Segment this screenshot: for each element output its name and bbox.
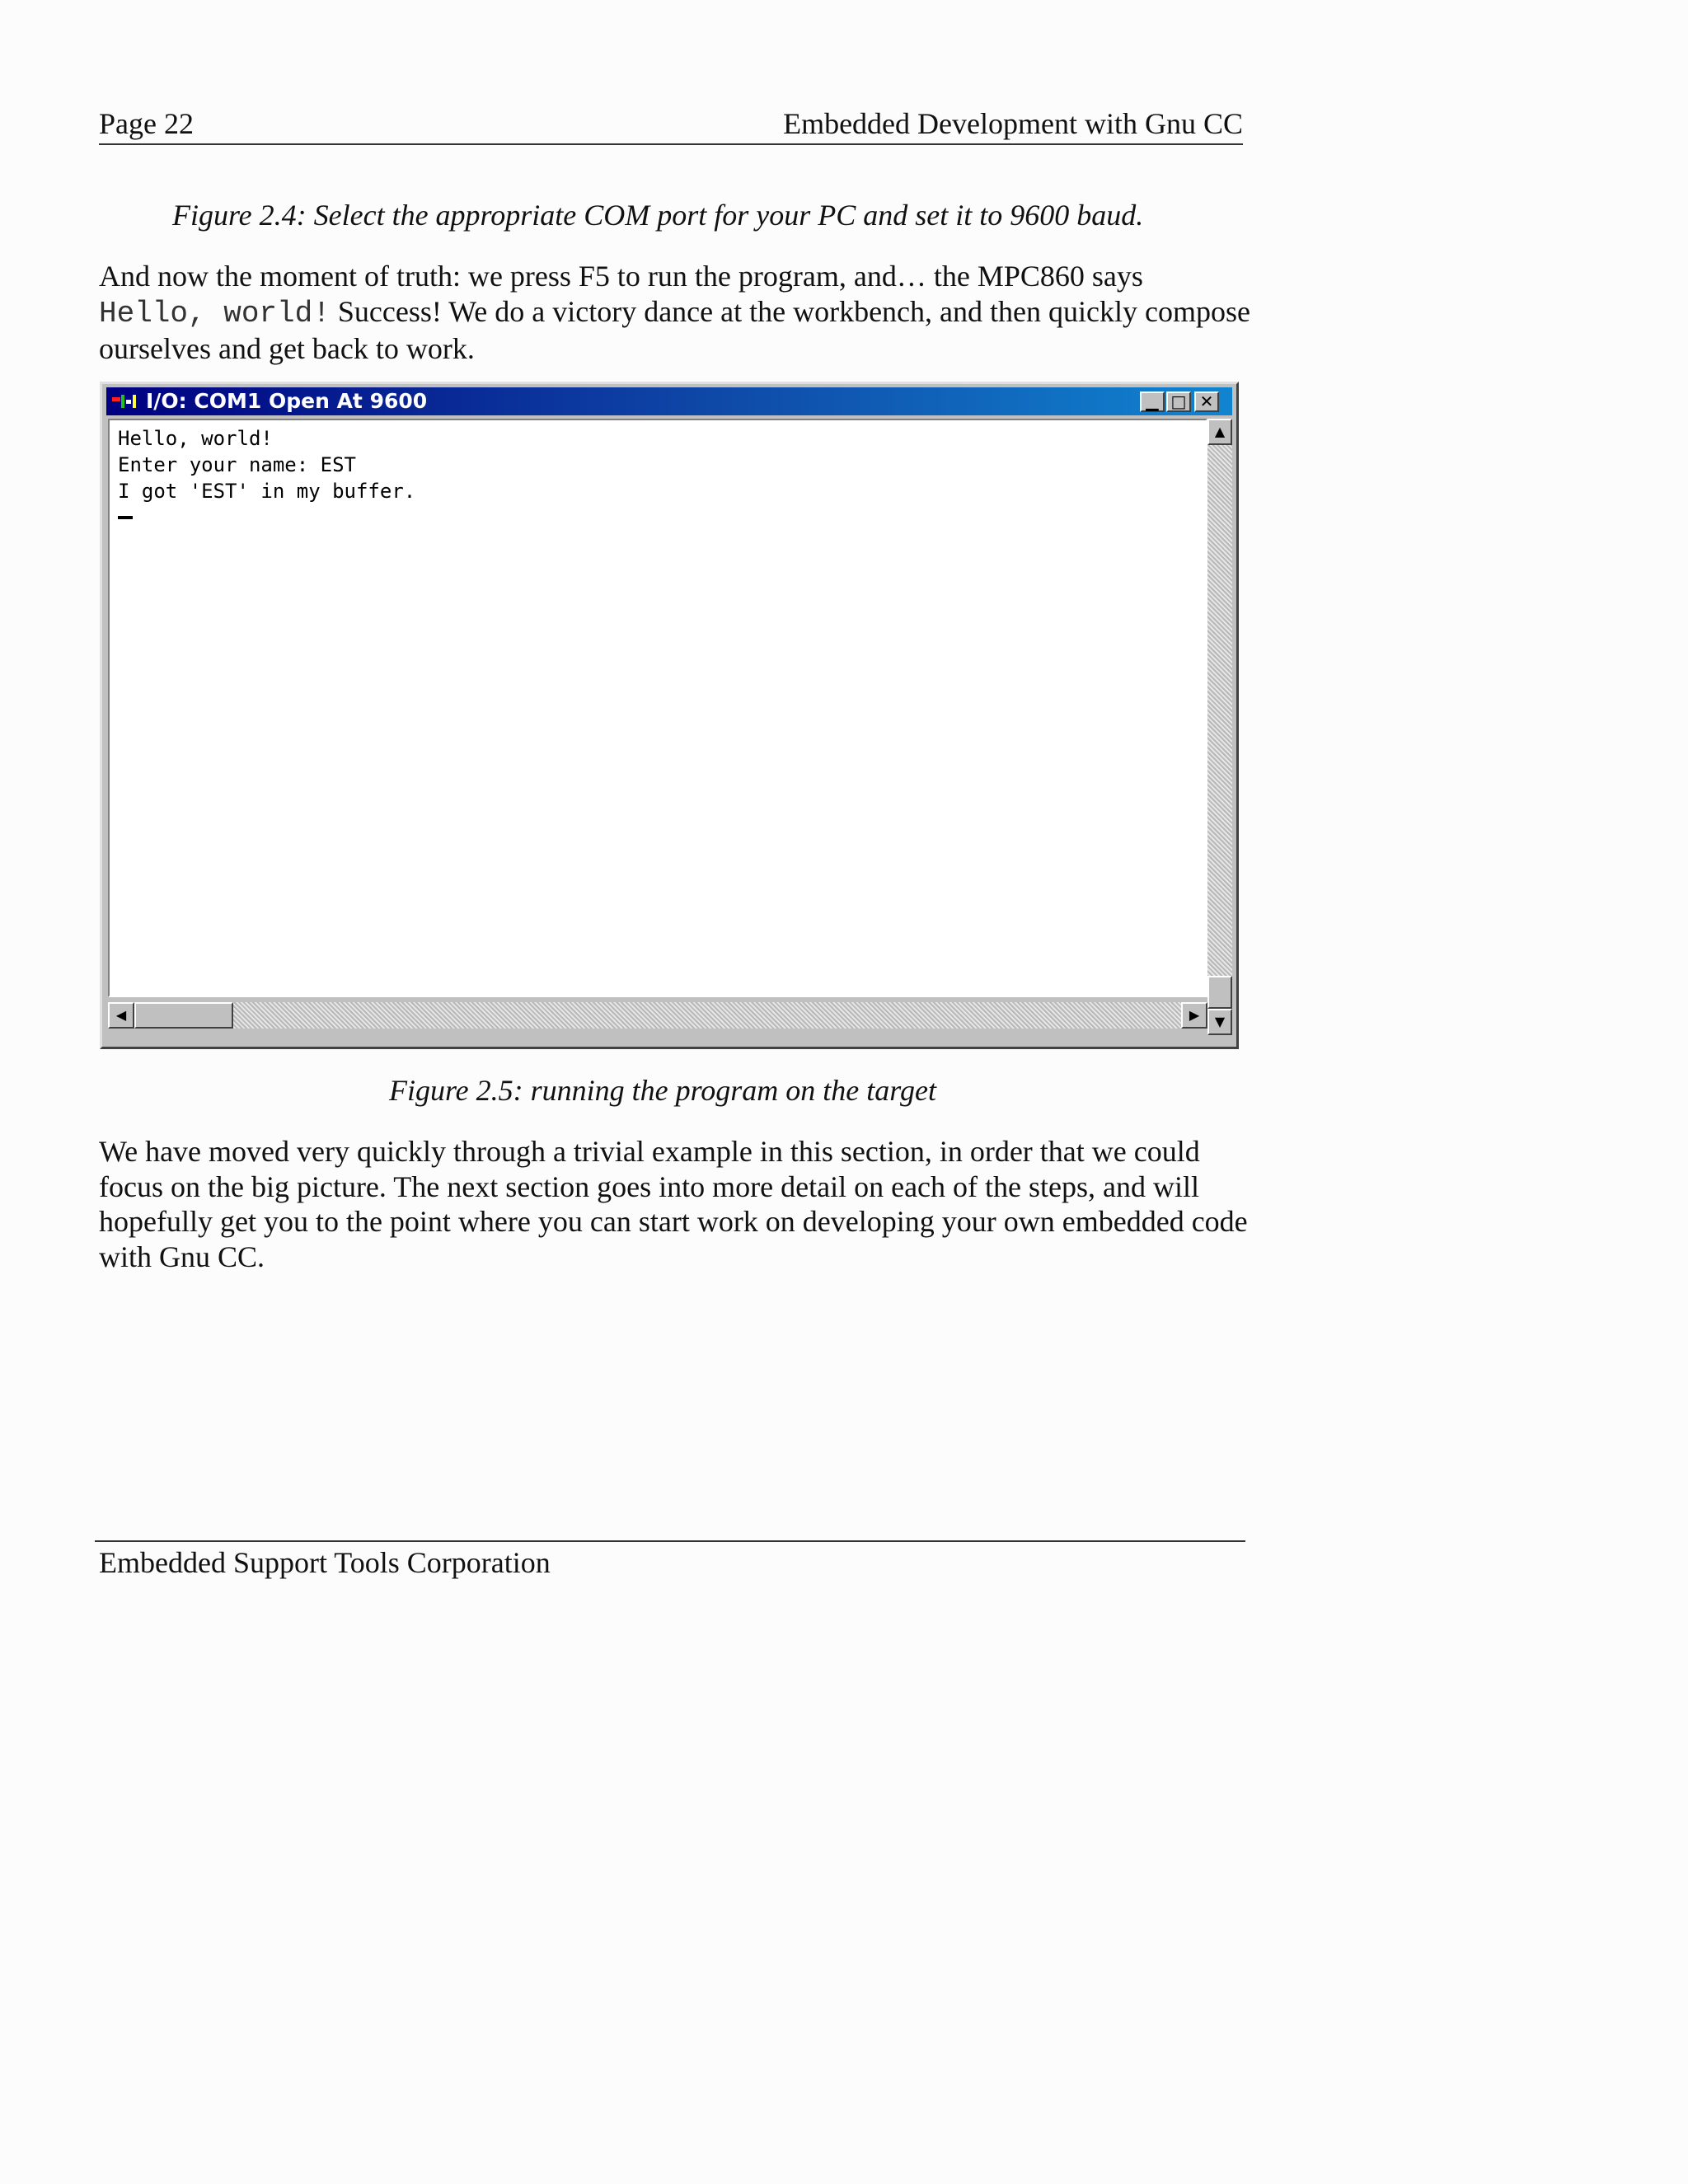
terminal-line: Enter your name: EST — [118, 453, 356, 476]
horizontal-scrollbar[interactable] — [108, 1002, 1207, 1029]
title-bar[interactable] — [106, 387, 1232, 415]
vertical-scrollbar[interactable] — [1207, 419, 1232, 1035]
minimize-button[interactable]: ▁ — [1140, 391, 1165, 412]
window-title: I/O: COM1 Open At 9600 — [146, 389, 428, 413]
text-cursor — [118, 516, 133, 519]
terminal-window — [100, 382, 1239, 1049]
page-number: Page 22 — [99, 107, 194, 140]
running-title: Embedded Development with Gnu CC — [783, 107, 1243, 140]
terminal-text — [118, 425, 415, 504]
footer-company: Embedded Support Tools Corporation — [99, 1546, 551, 1579]
paragraph-summary: We have moved very quickly through a trivial example in this section, in order that we could focus on the big picture. The next section goes into more detail on each of the steps, and will hopefully get you to the point where you can start work on developing your own embedded code with Gnu CC. — [99, 1135, 1248, 1273]
scroll-left-arrow-icon[interactable]: ◀ — [108, 1002, 134, 1029]
page-footer — [95, 1540, 1245, 1579]
maximize-button[interactable]: □ — [1166, 391, 1191, 412]
paragraph-tail: Success! We do a victory dance at the workbench, and then quickly compose ourselves and get back to work. — [99, 294, 1250, 365]
close-button[interactable]: ✕ — [1194, 391, 1219, 412]
terminal-line: Hello, world! — [118, 427, 273, 450]
scroll-down-arrow-icon[interactable]: ▼ — [1207, 1009, 1232, 1035]
paragraph-moment-of-truth — [99, 259, 1253, 367]
vertical-scroll-thumb[interactable] — [1207, 976, 1232, 1009]
terminal-output[interactable] — [108, 419, 1207, 997]
figure-2-4-caption: Figure 2.4: Select the appropriate COM port for your PC and set it to 9600 baud. — [172, 199, 1144, 232]
paragraph-lead: And now the moment of truth: we press F5 to run the program, and… the MPC860 says — [99, 260, 1143, 293]
horizontal-scroll-thumb[interactable] — [134, 1002, 233, 1029]
terminal-app-icon — [111, 392, 139, 410]
scroll-right-arrow-icon[interactable]: ▶ — [1181, 1002, 1207, 1029]
terminal-line: I got 'EST' in my buffer. — [118, 480, 416, 503]
page-header — [99, 104, 1243, 145]
scroll-up-arrow-icon[interactable]: ▲ — [1207, 419, 1232, 445]
figure-2-5-caption: Figure 2.5: running the program on the target — [389, 1074, 936, 1107]
inline-code: Hello, world! — [99, 296, 331, 330]
